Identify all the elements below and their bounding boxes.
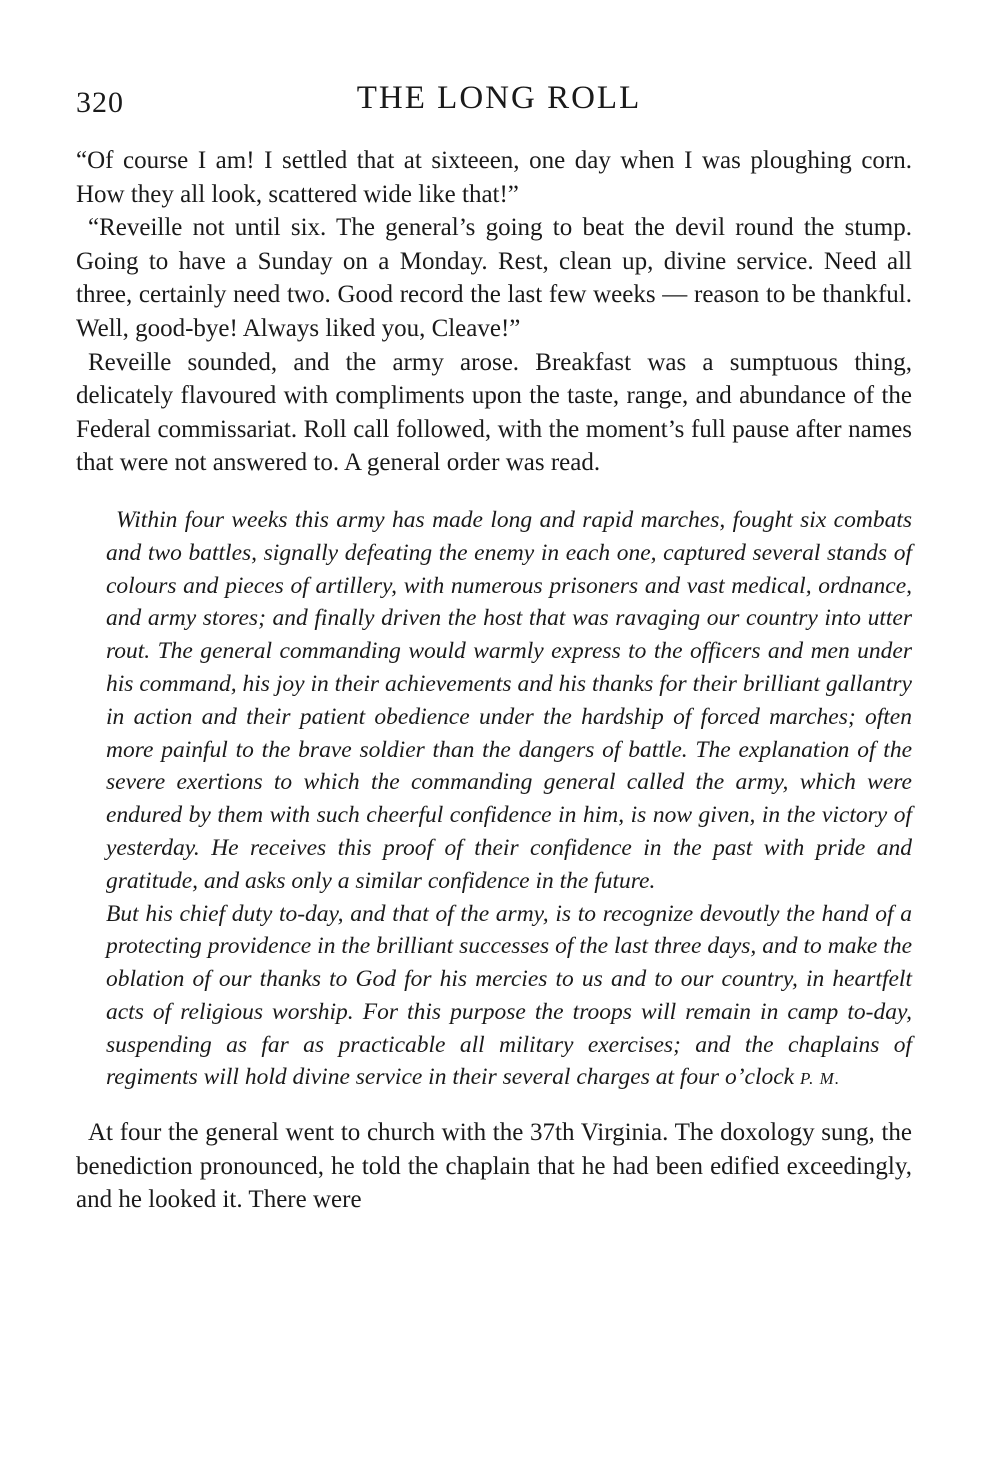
- body-text: [76, 144, 912, 1217]
- time-suffix: P. M.: [799, 1069, 841, 1089]
- general-order-paragraph-2: [106, 898, 912, 1097]
- page-header: [76, 78, 912, 130]
- general-order-paragraph-2-text: But his chief duty to-day, and that of the army, is to recognize devoutly the hand of a protecting providence in the brilliant successes of the last three days, and to make the oblation of our thanks to God for his mercies to us and to our country, in heartfelt acts of religious worship. For this purpose the troops will remain in camp to-day, suspending as far as practicable all military exercises; and the chaplains of regiments will hold divine service in their several charges at four o’clock: [106, 900, 912, 1091]
- paragraph-closing: At four the general went to church with the 37th Virginia. The doxology sung, the benediction pronounced, he told the chaplain that he had been edified exceedingly, and he looked it. There were: [76, 1119, 912, 1214]
- page-number: 320: [76, 86, 124, 119]
- paragraph-reveille: Reveille sounded, and the army arose. Breakfast was a sumptuous thing, delicately flavoured with compliments upon the taste, range, and abundance of the Federal commissariat. Roll call followed, with the moment’s full pause after names that were not answered to. A general order was read.: [76, 348, 912, 477]
- paragraph-dialogue-2: “Reveille not until six. The general’s going to beat the devil round the stump. Going to have a Sunday on a Monday. Rest, clean up, divine service. Need all three, certainly need two. Good record the last few weeks — reason to be thankful. Well, good-bye! Always liked you, Cleave!”: [76, 214, 912, 342]
- running-head: THE LONG ROLL: [356, 80, 642, 116]
- general-order-paragraph-1: Within four weeks this army has made long and rapid marches, fought six combats and two battles, signally defeating the enemy in each one, captured several stands of colours and pieces of artillery, with numerous prisoners and vast medical, ordnance, and army stores; and finally driven the host that was ravaging our country into utter rout. The general commanding would warmly express to the officers and men under his command, his joy in their achievements and his thanks for their brilliant gallantry in action and their patient obedience under the hardship of forced marches; often more painful to the brave soldier than the dangers of battle. The explanation of the severe exertions to which the commanding general called the army, which were endured by them with such cheerful confidence in him, is now given, in the victory of yesterday. He receives this proof of their confidence in the past with pride and gratitude, and asks only a similar confidence in the future.: [106, 506, 912, 894]
- general-order: [76, 504, 912, 1096]
- book-page: [76, 78, 912, 1217]
- paragraph-dialogue-1: “Of course I am! I settled that at sixteeen, one day when I was ploughing corn. How they all look, scattered wide like that!”: [76, 147, 912, 208]
